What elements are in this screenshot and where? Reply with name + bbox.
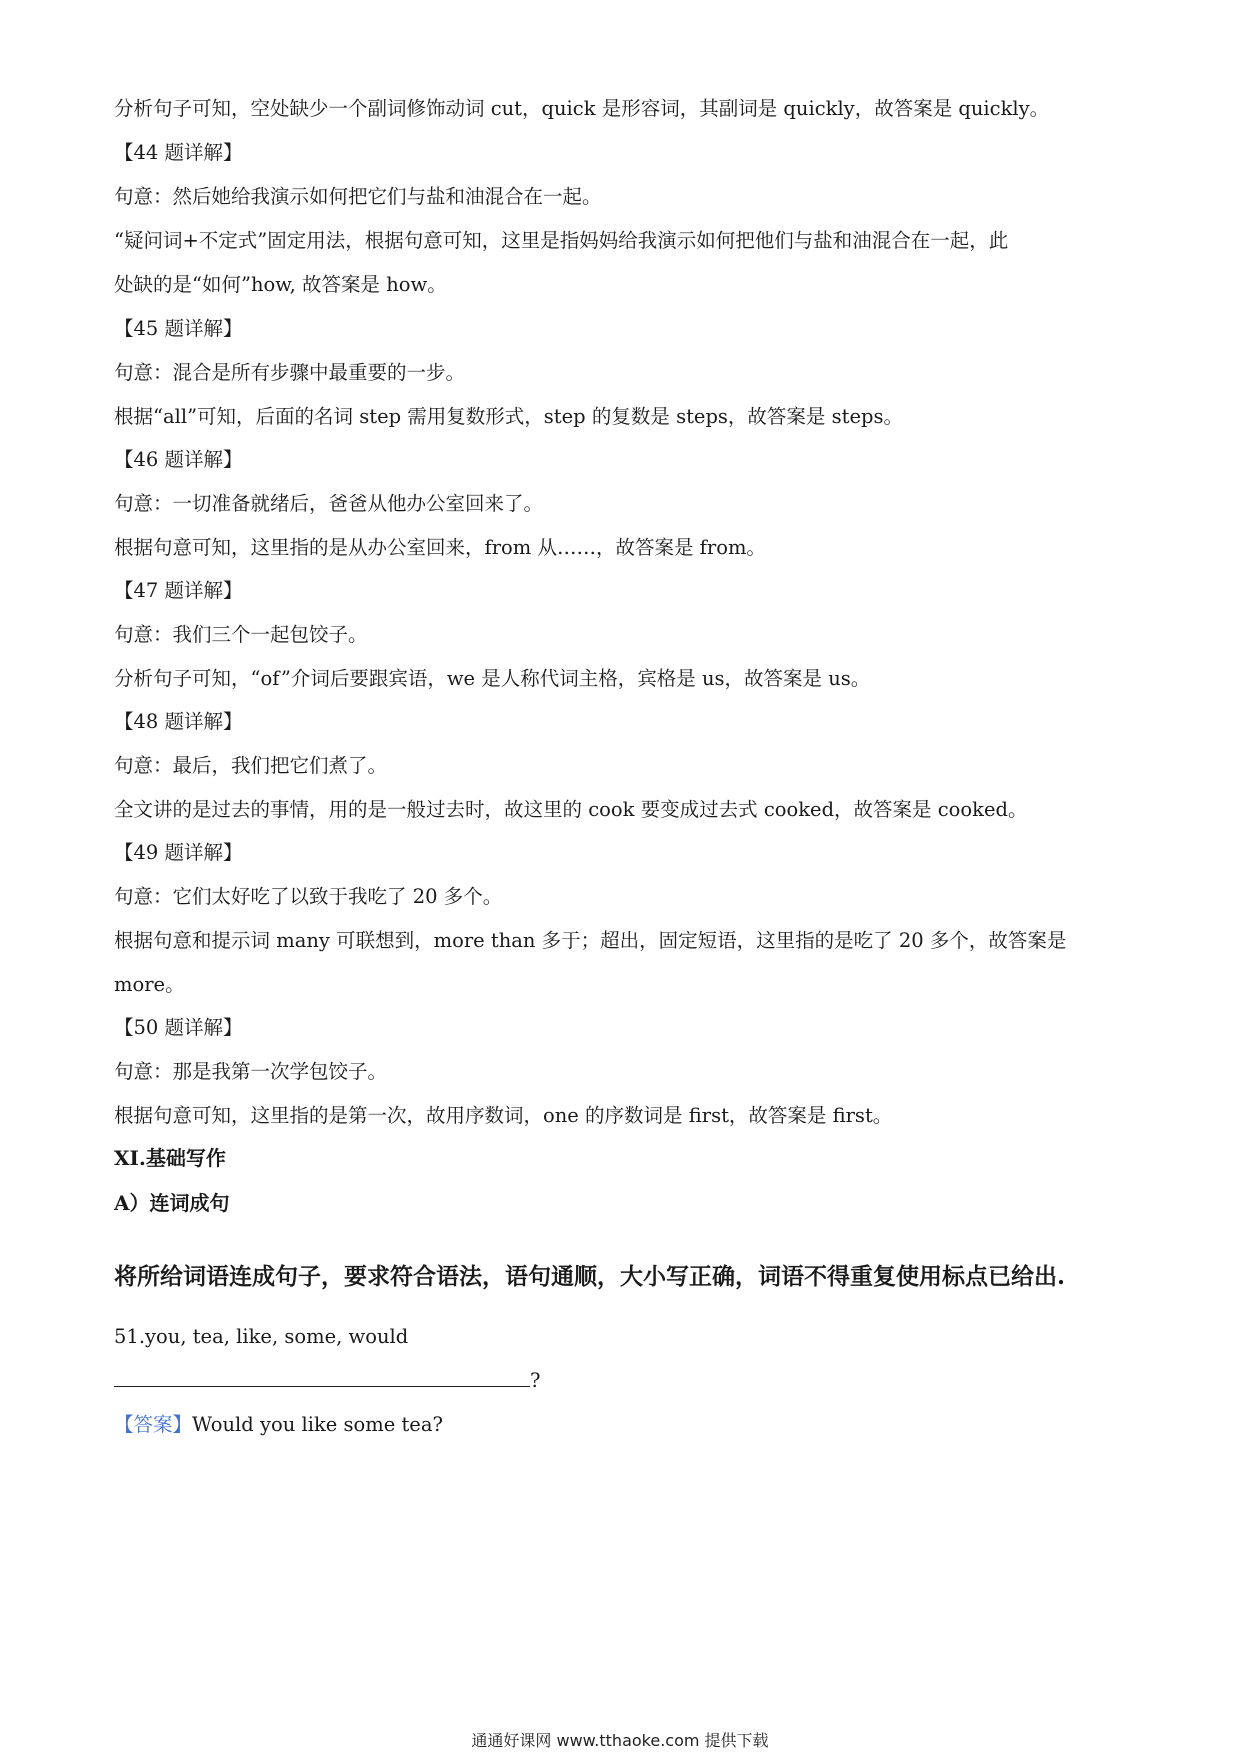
heading-50: 【50 题详解】 (114, 1016, 243, 1039)
heading-44: 【44 题详解】 (114, 141, 243, 164)
heading-47: 【47 题详解】 (114, 579, 243, 602)
answer-punctuation: ? (530, 1369, 541, 1392)
heading-48: 【48 题详解】 (114, 710, 243, 733)
meaning-48: 句意：最后，我们把它们煮了。 (114, 754, 388, 777)
meaning-44: 句意：然后她给我演示如何把它们与盐和油混合在一起。 (114, 185, 602, 208)
answer-line (114, 1366, 540, 1394)
explanation-44-b: 处缺的是“如何”how, 故答案是 how。 (114, 273, 447, 296)
explanation-46: 根据句意可知，这里指的是从办公室回来，from 从……，故答案是 from。 (114, 536, 766, 559)
explanation-43: 分析句子可知，空处缺少一个副词修饰动词 cut，quick 是形容词，其副词是 quickly，故答案是 quickly。 (114, 97, 1050, 120)
meaning-50: 句意：那是我第一次学包饺子。 (114, 1060, 388, 1083)
meaning-49: 句意：它们太好吃了以致于我吃了 20 多个。 (114, 885, 503, 908)
answer-text: Would you like some tea? (192, 1413, 443, 1436)
section-title: XI.基础写作 (114, 1146, 226, 1170)
answer-tag: 【答案】 (114, 1413, 193, 1436)
explanation-48: 全文讲的是过去的事情，用的是一般过去时，故这里的 cook 要变成过去式 cooked，故答案是 cooked。 (114, 798, 1028, 821)
heading-45: 【45 题详解】 (114, 317, 243, 340)
heading-49: 【49 题详解】 (114, 841, 243, 864)
heading-46: 【46 题详解】 (114, 448, 243, 471)
meaning-46: 句意：一切准备就绪后，爸爸从他办公室回来了。 (114, 492, 544, 515)
section-subtitle: A）连词成句 (114, 1191, 230, 1215)
footer-watermark: 通通好课网 www.tthaoke.com 提供下载 (471, 1731, 769, 1750)
answer-row (114, 1412, 443, 1438)
question-51-prompt: 51.you, tea, like, some, would (114, 1325, 409, 1348)
meaning-45: 句意：混合是所有步骤中最重要的一步。 (114, 361, 466, 384)
explanation-49-a: 根据句意和提示词 many 可联想到，more than 多于；超出，固定短语，这里指的是吃了 20 多个，故答案是 (114, 929, 1067, 952)
explanation-44-a: “疑问词+不定式”固定用法，根据句意可知，这里是指妈妈给我演示如何把他们与盐和油混合在一起，此 (114, 229, 1009, 252)
explanation-47: 分析句子可知，“of”介词后要跟宾语，we 是人称代词主格，宾格是 us，故答案是 us。 (114, 667, 871, 690)
explanation-50: 根据句意可知，这里指的是第一次，故用序数词，one 的序数词是 first，故答案是 first。 (114, 1104, 893, 1127)
explanation-49-b: more。 (114, 973, 185, 996)
answer-blank[interactable] (114, 1366, 530, 1387)
meaning-47: 句意：我们三个一起包饺子。 (114, 623, 368, 646)
section-instruction: 将所给词语连成句子，要求符合语法，语句通顺，大小写正确，词语不得重复使用标点已给出. (114, 1263, 1066, 1290)
explanation-45: 根据“all”可知，后面的名词 step 需用复数形式，step 的复数是 steps，故答案是 steps。 (114, 405, 904, 428)
